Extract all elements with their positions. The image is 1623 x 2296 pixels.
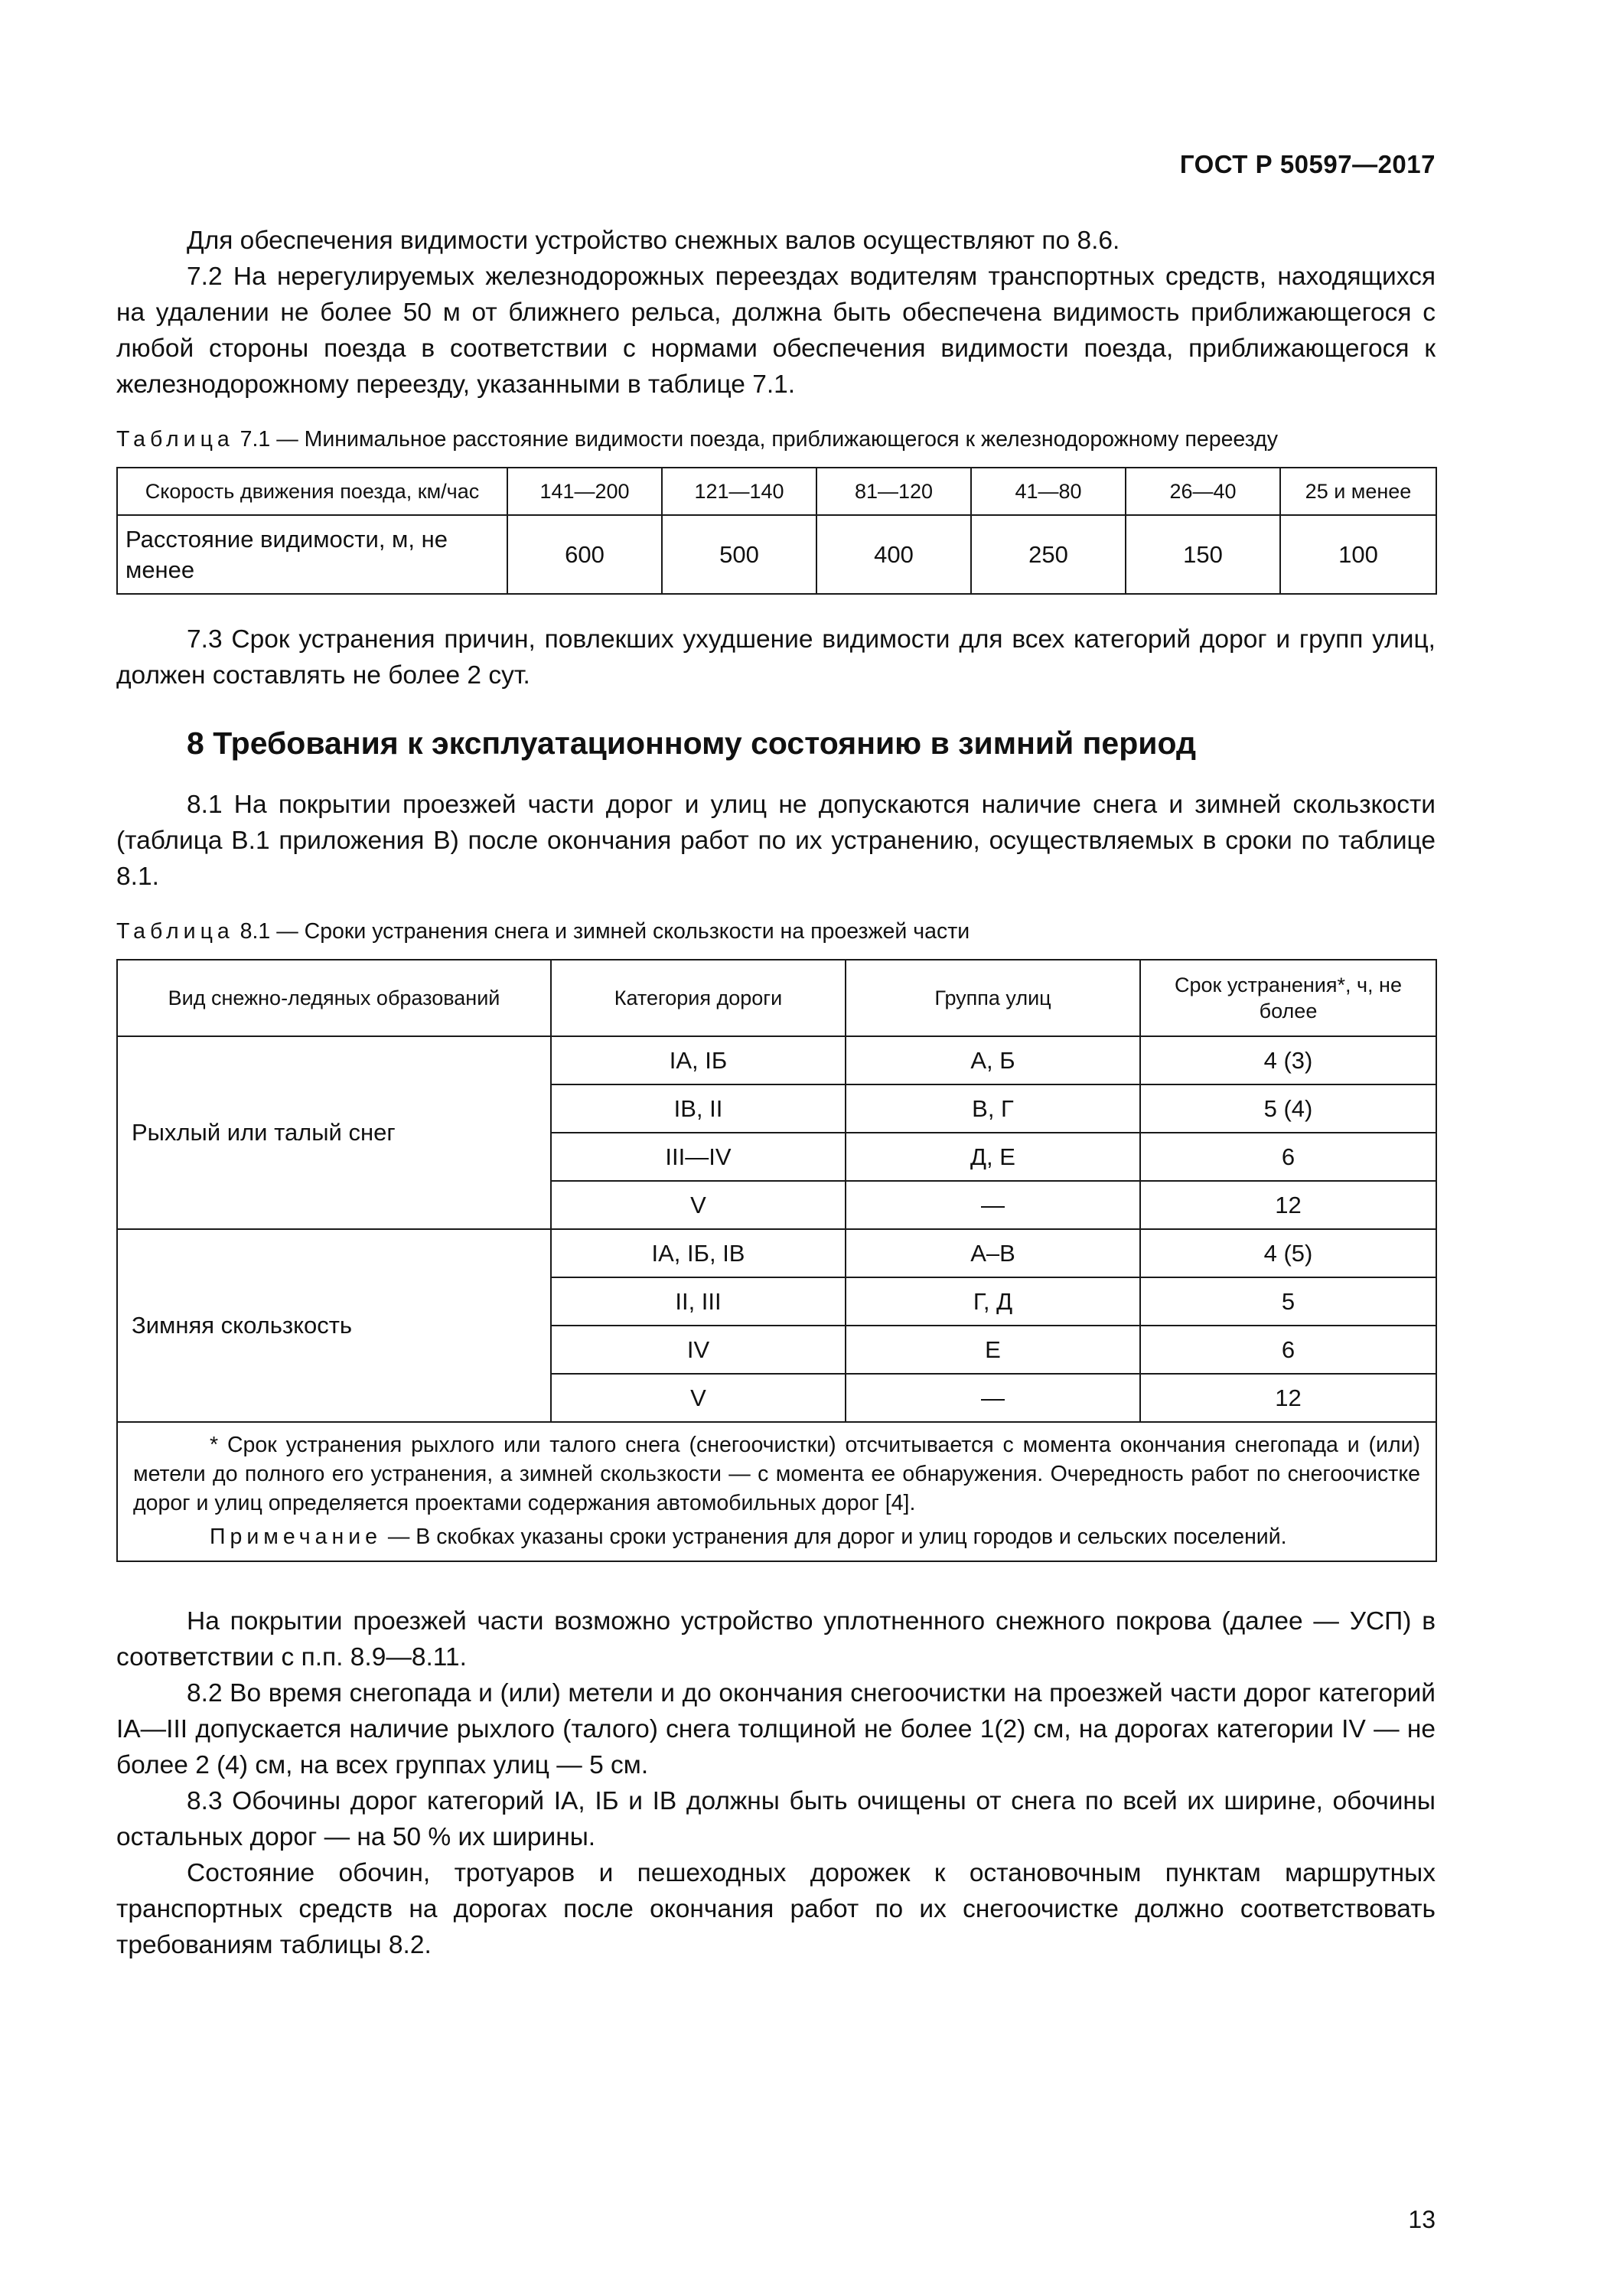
table-cell: А–В [846,1229,1140,1277]
table-row [117,515,1436,594]
table-7-1-caption [116,426,1278,453]
table-8-1-caption [116,918,970,945]
table-cell: Г, Д [846,1277,1140,1326]
paragraph-8-1-block [116,787,1436,895]
table-cell: — [846,1374,1140,1422]
table-cell: — [846,1181,1140,1229]
table-cell: IА, IБ, IВ [551,1229,846,1277]
paragraph-7-2: 7.2 На нерегулируемых железнодорожных переездах водителям транспортных средств, находящихся на удалении не более 50 м от ближнего рельса, должна быть обеспечена видимость приближающегося с любой стороны поезда в соответствии с нормами обеспечения видимости поезда, приближающегося к железнодорожному переезду, указанными в таблице 7.1. [116,263,1436,399]
footnote-text: * Срок устранения рыхлого или талого снега (снегоочистки) отсчитывается с момента окончания снегопада и (или) метели до полного его устранения, а зимней скользкости — с момента ее обнаружения. Очередность работ по снегоочистке дорог и улиц определяется проектами содержания автомобильных дорог [4]. [133,1433,1420,1515]
table-cell: IВ, II [551,1084,846,1133]
table-row [117,1036,1436,1084]
table-cell: 500 [662,515,816,594]
header-speed: 121—140 [662,468,816,515]
table-row [117,1229,1436,1277]
header-speed-label: Скорость движения поезда, км/час [117,468,507,515]
header-speed: 141—200 [507,468,662,515]
note-text: — В скобках указаны сроки устранения для дорог и улиц городов и сельских поселений. [381,1525,1287,1549]
table-cell: Е [846,1326,1140,1374]
table-caption-label: Таблица [116,919,234,944]
paragraph-8-1: 8.1 На покрытии проезжей части дорог и улиц не допускаются наличие снега и зимней скользкости (таблица В.1 приложения В) после окончания работ по их устранению, осуществляемых в сроки по таблице 8.1. [116,791,1436,891]
table-cell: 12 [1140,1374,1436,1422]
table-cell: 12 [1140,1181,1436,1229]
header-speed: 81—120 [816,468,971,515]
table-cell: 250 [971,515,1126,594]
table-cell: 6 [1140,1133,1436,1181]
table-8-1 [116,959,1437,1562]
paragraph-7-3-block [116,621,1436,693]
header-formation-type: Вид снежно-ледяных образований [117,960,551,1036]
header-speed: 26—40 [1126,468,1280,515]
table-cell: IА, IБ [551,1036,846,1084]
paragraph-usp: На покрытии проезжей части возможно устройство уплотненного снежного покрова (далее — УСП) в соответствии с п.п. 8.9—8.11. [116,1607,1436,1671]
table-cell: 5 [1140,1277,1436,1326]
table-header-row [117,960,1436,1036]
header-speed: 25 и менее [1280,468,1436,515]
section-8-title: 8 Требования к эксплуатационному состоянию в зимний период [187,726,1196,761]
table-cell: IV [551,1326,846,1374]
header-elimination-time: Срок устранения*, ч, не более [1140,960,1436,1036]
table-cell: 150 [1126,515,1280,594]
group-loose-snow: Рыхлый или талый снег [117,1036,551,1229]
intro-text [116,223,1436,403]
table-footnote-row [117,1422,1436,1561]
paragraph-snow-banks: Для обеспечения видимости устройство снежных валов осуществляют по 8.6. [187,227,1120,255]
row-label-distance: Расстояние видимости, м, не менее [117,515,507,594]
table-cell: II, III [551,1277,846,1326]
note-label: Примечание [210,1525,382,1549]
table-cell: 600 [507,515,662,594]
table-7-1 [116,467,1437,595]
table-cell: V [551,1374,846,1422]
table-caption-text: 7.1 — Минимальное расстояние видимости поезда, приближающегося к железнодорожному переезду [233,427,1278,452]
header-street-group: Группа улиц [846,960,1140,1036]
table-cell: В, Г [846,1084,1140,1133]
paragraph-shoulders: Состояние обочин, тротуаров и пешеходных дорожек к остановочным пунктам маршрутных транспортных средств на дорогах после окончания работ по их снегоочистке должно соответствовать требованиям таблицы 8.2. [116,1859,1436,1959]
paragraph-8-2: 8.2 Во время снегопада и (или) метели и до окончания снегоочистки на проезжей части дорог категорий IА—III допускается наличие рыхлого (талого) снега толщиной не более 1(2) см, на дорогах категории IV — не более 2 (4) см, на всех группах улиц — 5 см. [116,1679,1436,1779]
document-page [116,0,1436,2296]
group-winter-slipperiness: Зимняя скользкость [117,1229,551,1422]
table-cell: 4 (3) [1140,1036,1436,1084]
paragraph-7-3: 7.3 Срок устранения причин, повлекших ухудшение видимости для всех категорий дорог и групп улиц, должен составлять не более 2 сут. [116,625,1436,690]
table-caption-label: Таблица [116,427,234,452]
header-road-category: Категория дороги [551,960,846,1036]
header-speed: 41—80 [971,468,1126,515]
table-note [133,1522,1420,1551]
table-footnote [117,1422,1436,1561]
page-number: 13 [1408,2206,1436,2233]
table-header-row [117,468,1436,515]
document-id-header: ГОСТ Р 50597—2017 [1179,150,1436,178]
table-cell: III—IV [551,1133,846,1181]
paragraph-8-3: 8.3 Обочины дорог категорий IА, IБ и IВ должны быть очищены от снега по всей их ширине, обочины остальных дорог — на 50 % их ширины. [116,1787,1436,1851]
table-cell: V [551,1181,846,1229]
table-cell: А, Б [846,1036,1140,1084]
table-cell: 5 (4) [1140,1084,1436,1133]
table-cell: 400 [816,515,971,594]
closing-text [116,1603,1436,1963]
table-cell: 100 [1280,515,1436,594]
table-cell: Д, Е [846,1133,1140,1181]
table-cell: 4 (5) [1140,1229,1436,1277]
table-cell: 6 [1140,1326,1436,1374]
table-caption-text: 8.1 — Сроки устранения снега и зимней скользкости на проезжей части [233,919,970,944]
